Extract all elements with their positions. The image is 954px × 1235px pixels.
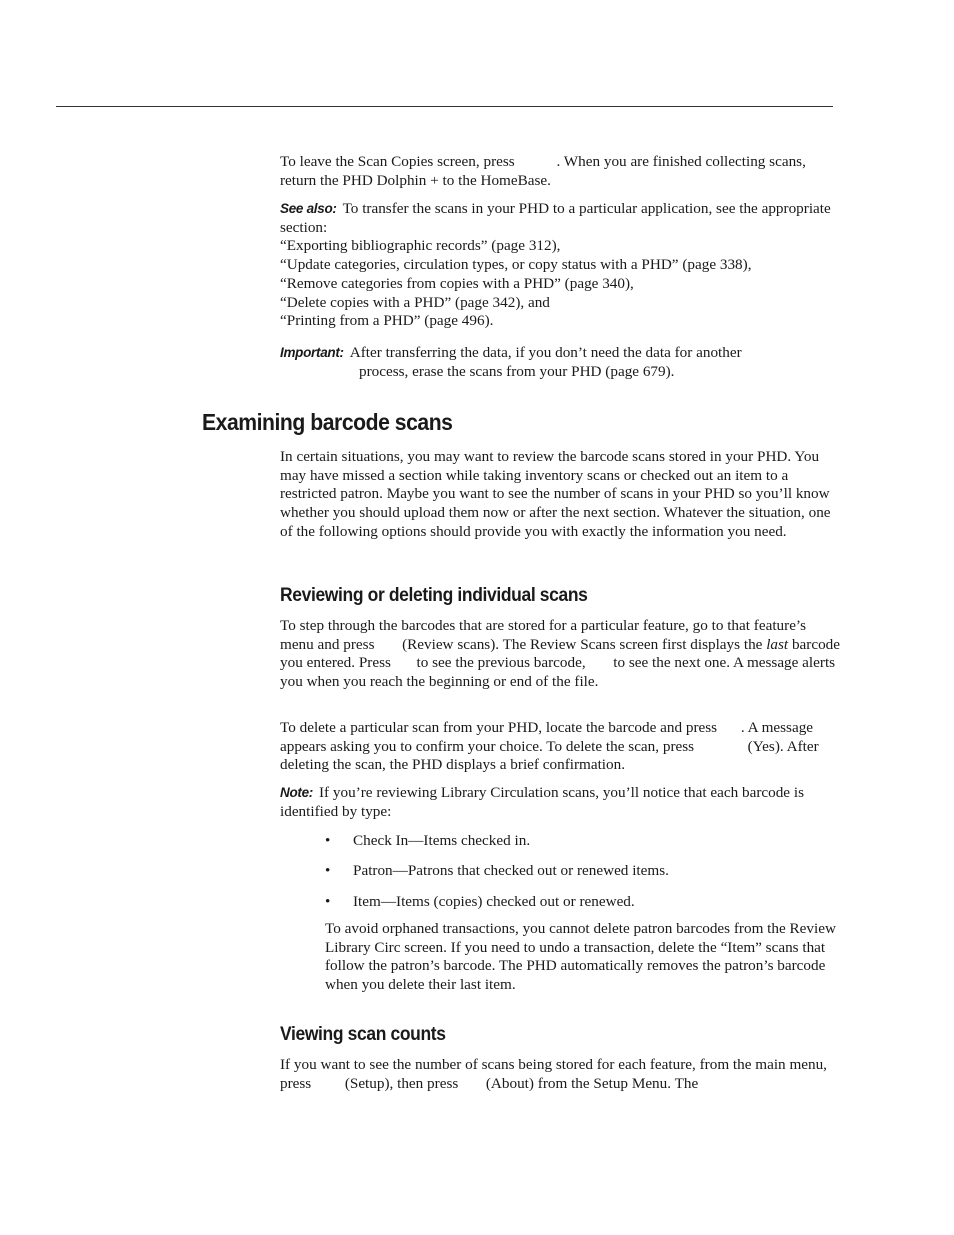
bullet-item-patron: Patron—Patrons that checked out or renewed items. — [353, 862, 669, 879]
bullet-item-check-in: Check In—Items checked in. — [353, 832, 531, 849]
bullet-item-item: Item—Items (copies) checked out or renewed. — [353, 893, 635, 910]
delete-paragraph: To delete a particular scan from your PHD, locate the barcode and press . A message appears asking you to confirm your choice. To delete the scan, press (Yes). After deleting the scan, the PHD displays a brief confirmation. — [280, 719, 819, 774]
note-label: Note: — [280, 785, 313, 800]
bullet-icon: • — [325, 832, 331, 849]
important-label: Important: — [280, 345, 344, 360]
subsection-title-viewing: Viewing scan counts — [280, 1024, 446, 1045]
ref-3: “Remove categories from copies with a PHD” (page 340), — [280, 274, 634, 292]
orphan-paragraph: To avoid orphaned transactions, you cannot delete patron barcodes from the Review Library Circ screen. If you need to undo a transaction, delete the “Item” scans that follow the patron’s barcode. The PHD automatically removes the patron’s barcode when you delete their last item. — [325, 920, 836, 994]
section-title: Examining barcode scans — [202, 409, 453, 435]
bullet-icon: • — [325, 893, 331, 910]
subsection-title-reviewing: Reviewing or deleting individual scans — [280, 585, 588, 606]
important-note: Important: After transferring the data, if you don’t need the data for another process, erase the scans from your PHD (page 679). — [280, 344, 742, 380]
ref-4: “Delete copies with a PHD” (page 342), and — [280, 293, 550, 311]
leave-paragraph: To leave the Scan Copies screen, press . When you are finished collecting scans, return the PHD Dolphin + to the HomeBase. — [280, 153, 806, 189]
viewing-paragraph: If you want to see the number of scans being stored for each feature, from the main menu, press (Setup), then press (About) from the Setup Menu. The — [280, 1056, 827, 1092]
see-also-block: See also: To transfer the scans in your PHD to a particular application, see the appropriate section: “Exporting bibliographic records” (page 312), “Update categories, circulation types, or copy status with a PHD” (page 338), “Remove categories from copies with a PHD” (page 340), “Delete copies with a PHD” (page 342), and “Printing from a PHD” (page 496). — [280, 200, 831, 330]
see-also-label: See also: — [280, 201, 337, 216]
bullet-icon: • — [325, 862, 331, 879]
review-paragraph: To step through the barcodes that are stored for a particular feature, go to that feature’s menu and press (Review scans). The Review Scans screen first displays the last barcode you entered. Press to see the previous barcode, to see the next one. A message alerts you when you reach the beginning or end of the file. — [280, 617, 841, 691]
note-block: Note: If you’re reviewing Library Circulation scans, you’ll notice that each barcode is identified by type: — [280, 784, 804, 820]
header-rule — [56, 106, 833, 107]
ref-1: “Exporting bibliographic records” (page 312), — [280, 237, 561, 255]
ref-5: “Printing from a PHD” (page 496). — [280, 312, 494, 330]
ref-2: “Update categories, circulation types, or copy status with a PHD” (page 338), — [280, 256, 752, 274]
section-paragraph: In certain situations, you may want to review the barcode scans stored in your PHD. You may have missed a section while taking inventory scans or checked out an item to a restricted patron. Maybe you want to see the number of scans in your PHD so you’ll know whether you should upload them now or after the next section. Whatever the situation, one of the following options should provide you with exactly the information you need. — [280, 448, 831, 540]
